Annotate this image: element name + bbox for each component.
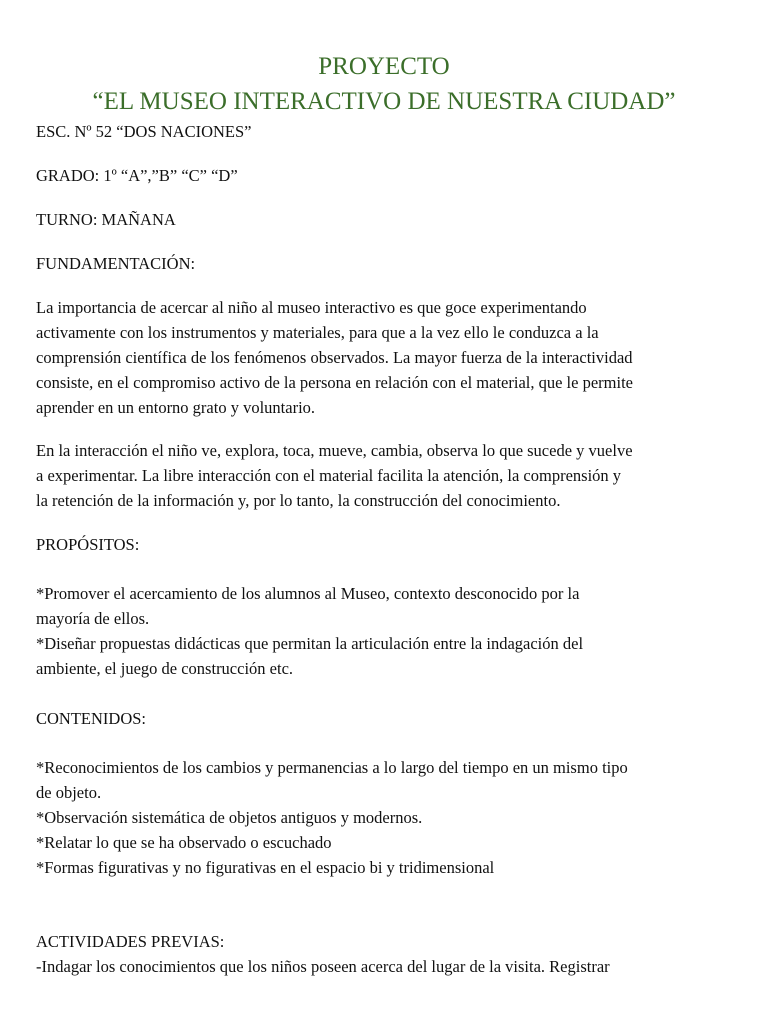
title-line-1: PROYECTO bbox=[318, 53, 450, 80]
contenidos-heading: CONTENIDOS: bbox=[36, 709, 146, 728]
list-item: *Relatar lo que se ha observado o escuchado bbox=[36, 833, 332, 852]
fundamentacion-heading: FUNDAMENTACIÓN: bbox=[36, 254, 196, 273]
list-item: *Diseñar propuestas didácticas que permitan la articulación entre la indagación del bbox=[36, 634, 584, 653]
list-item: -Indagar los conocimientos que los niños poseen acerca del lugar de la visita. Registrar bbox=[36, 957, 610, 976]
contenidos-list bbox=[36, 755, 736, 880]
shift-line: TURNO: MAÑANA bbox=[36, 210, 176, 229]
text-line: la retención de la información y, por lo tanto, la construcción del conocimiento. bbox=[36, 491, 561, 510]
list-item: mayoría de ellos. bbox=[36, 609, 150, 628]
list-item: de objeto. bbox=[36, 783, 102, 802]
fundamentacion-paragraph-1 bbox=[36, 295, 736, 420]
list-item: *Reconocimientos de los cambios y permanencias a lo largo del tiempo en un mismo tipo bbox=[36, 758, 628, 777]
text-line: En la interacción el niño ve, explora, toca, mueve, cambia, observa lo que sucede y vuelve bbox=[36, 441, 633, 460]
grade-line: GRADO: 1º “A”,”B” “C” “D” bbox=[36, 166, 238, 185]
propositos-heading: PROPÓSITOS: bbox=[36, 535, 140, 554]
title-line-2: “EL MUSEO INTERACTIVO DE NUESTRA CIUDAD” bbox=[92, 88, 676, 115]
actividades-heading: ACTIVIDADES PREVIAS: bbox=[36, 932, 225, 951]
list-item: *Promover el acercamiento de los alumnos al Museo, contexto desconocido por la bbox=[36, 584, 580, 603]
list-item: ambiente, el juego de construcción etc. bbox=[36, 659, 294, 678]
list-item: *Observación sistemática de objetos antiguos y modernos. bbox=[36, 808, 423, 827]
text-line: La importancia de acercar al niño al museo interactivo es que goce experimentando bbox=[36, 298, 587, 317]
text-line: consiste, en el compromiso activo de la persona en relación con el material, que le permite bbox=[36, 373, 633, 392]
text-line: aprender en un entorno grato y voluntario. bbox=[36, 398, 316, 417]
school-line: ESC. Nº 52 “DOS NACIONES” bbox=[36, 122, 252, 141]
list-item: *Formas figurativas y no figurativas en el espacio bi y tridimensional bbox=[36, 858, 495, 877]
text-line: a experimentar. La libre interacción con el material facilita la atención, la comprensión y bbox=[36, 466, 622, 485]
propositos-list bbox=[36, 581, 736, 681]
text-line: activamente con los instrumentos y materiales, para que a la vez ello le conduzca a la bbox=[36, 323, 599, 342]
fundamentacion-paragraph-2 bbox=[36, 438, 736, 513]
text-line: comprensión científica de los fenómenos observados. La mayor fuerza de la interactividad bbox=[36, 348, 633, 367]
